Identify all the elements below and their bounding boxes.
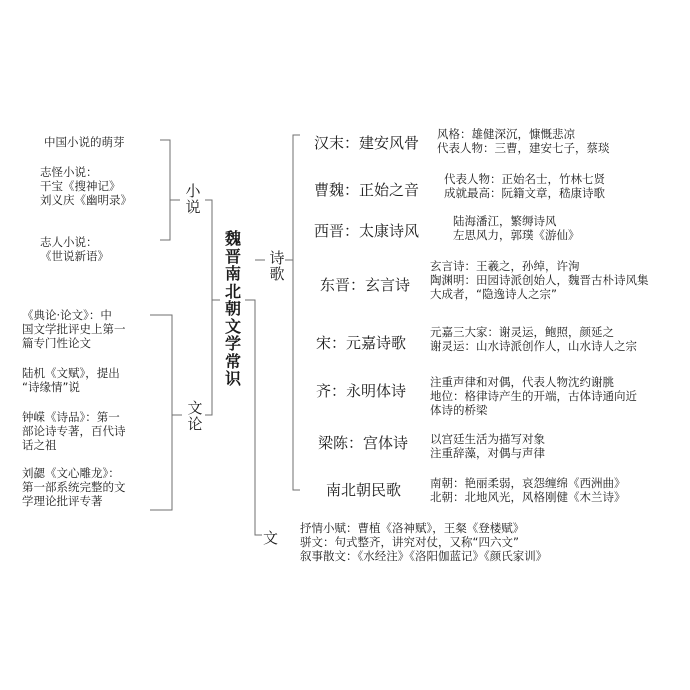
poetry-period-name: 齐：永明体诗 xyxy=(316,382,407,400)
fiction-label: 小说 xyxy=(185,182,201,216)
criticism-label: 文论 xyxy=(187,399,203,433)
poetry-period-detail: 以宫廷生活为描写对象 注重辞藻，对偶与声律 xyxy=(430,432,545,460)
poetry-period-detail: 元嘉三大家：谢灵运，鲍照，颜延之 谢灵运：山水诗派创作人，山水诗人之宗 xyxy=(430,325,637,353)
criticism-item: 刘勰《文心雕龙》： 第一部系统完整的文 学理论批评专著 xyxy=(22,466,126,508)
prose-label: 文 xyxy=(263,529,279,547)
right-trunk xyxy=(245,260,265,535)
poetry-label: 诗歌 xyxy=(269,249,285,283)
criticism-bracket xyxy=(150,315,182,510)
poetry-period-detail: 风格：雄健深沉，慷慨悲凉 代表人物：三曹，建安七子，蔡琰 xyxy=(437,127,610,155)
poetry-period-name: 西晋：太康诗风 xyxy=(314,222,420,240)
poetry-period-detail: 南朝：艳丽柔弱，哀怨缠绵《西洲曲》 北朝：北地风光，风格刚健《木兰诗》 xyxy=(430,476,626,504)
criticism-item: 陆机《文赋》，提出 “诗缘情”说 xyxy=(22,366,120,394)
poetry-period-name: 曹魏：正始之音 xyxy=(314,181,420,199)
fiction-item: 志怪小说： 干宝《搜神记》 刘义庆《幽明录》 xyxy=(40,165,132,207)
criticism-item: 钟嵘《诗品》：第一 部论诗专著，百代诗 话之祖 xyxy=(22,410,126,452)
fiction-item: 中国小说的萌芽 xyxy=(44,135,125,149)
poetry-period-name: 东晋：玄言诗 xyxy=(320,276,411,294)
poetry-period-detail: 玄言诗：王羲之，孙绰，许洵 陶渊明：田园诗派创始人，魏晋古朴诗风集 大成者，“隐逸诗人之宗” xyxy=(430,259,649,301)
poetry-period-detail: 注重声律和对偶，代表人物沈约谢朓 地位：格律诗产生的开端，古体诗通向近 体诗的桥梁 xyxy=(430,375,637,417)
poetry-period-name: 宋：元嘉诗歌 xyxy=(316,334,407,352)
left-trunk xyxy=(205,200,220,415)
fiction-item: 志人小说： 《世说新语》 xyxy=(40,235,109,263)
poetry-bracket xyxy=(285,135,300,490)
poetry-period-name: 梁陈：宫体诗 xyxy=(318,434,409,452)
poetry-period-detail: 代表人物：正始名士，竹林七贤 成就最高：阮籍文章，嵇康诗歌 xyxy=(444,172,605,200)
poetry-period-name: 汉末：建安风骨 xyxy=(314,134,420,152)
poetry-period-detail: 陆海潘江，繁缛诗风 左思风力，郭璞《游仙》 xyxy=(453,214,580,242)
center-title: 魏晋南北朝文学常识 xyxy=(224,229,241,388)
poetry-period-name: 南北朝民歌 xyxy=(326,481,402,499)
fiction-bracket xyxy=(160,140,180,240)
criticism-item: 《典论·论文》：中 国文学批评史上第一 篇专门性论文 xyxy=(22,308,126,350)
prose-detail: 抒情小赋：曹植《洛神赋》，王粲《登楼赋》 骈文：句式整齐，讲究对仗，又称“四六文” 叙事散文：《水经注》《洛阳伽蓝记》《颜氏家训》 xyxy=(300,521,548,563)
